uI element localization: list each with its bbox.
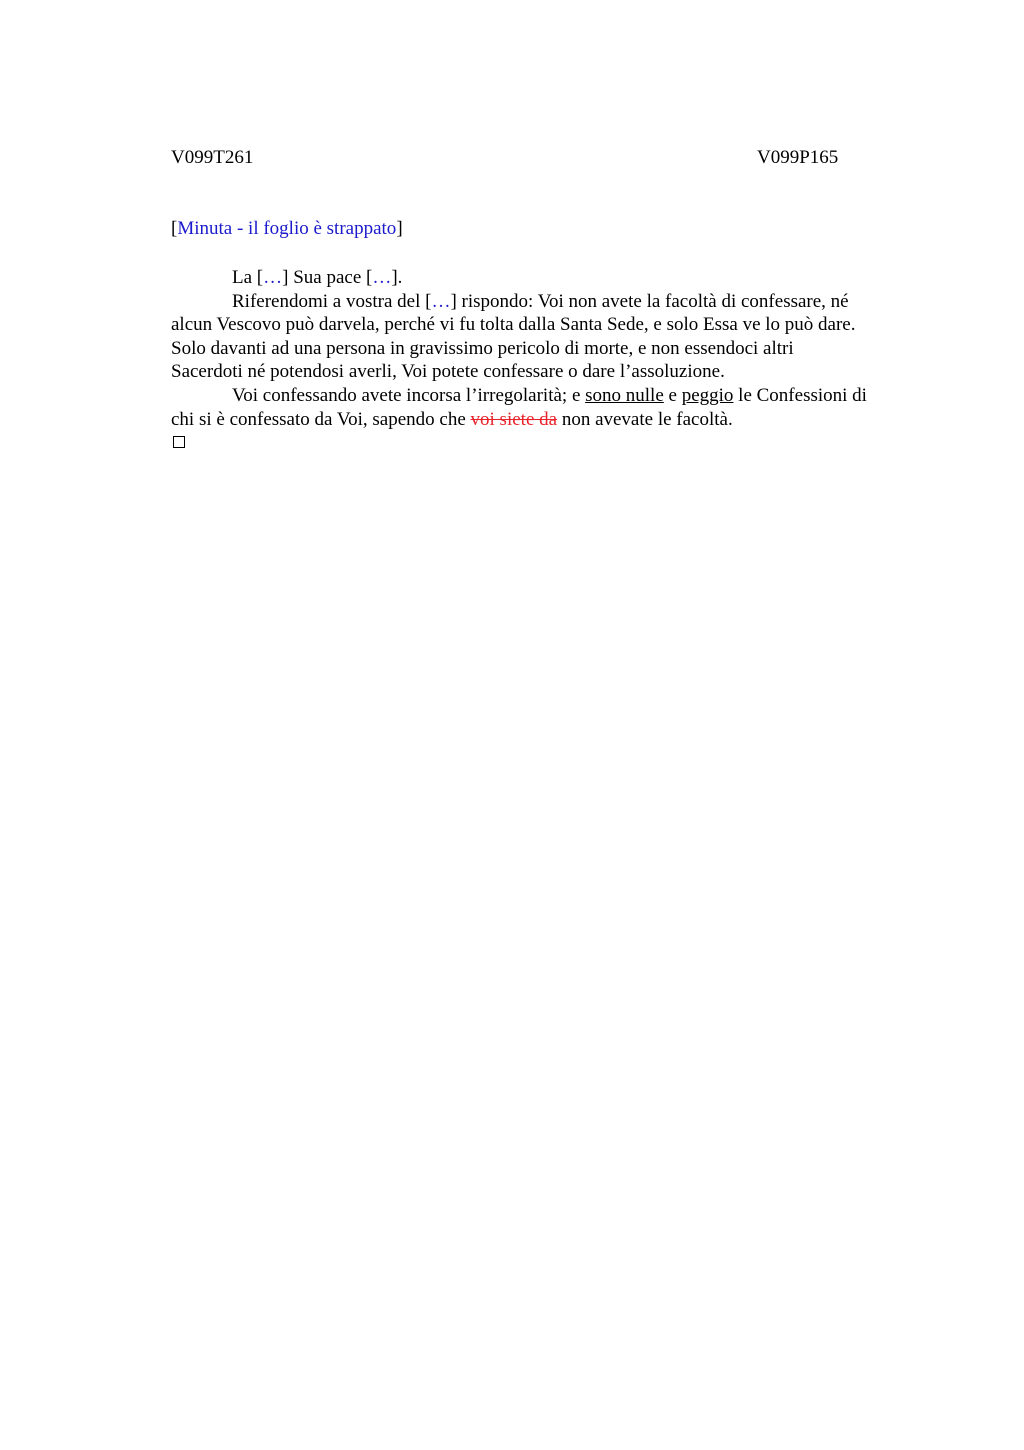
text-segment: ] rispondo: Voi non avete la facoltà di confessare, né bbox=[450, 290, 849, 312]
text-segment: ] Sua pace [ bbox=[282, 267, 373, 288]
note-open-bracket: [ bbox=[171, 218, 178, 239]
text-segment: ]. bbox=[391, 267, 403, 288]
underlined-text: peggio bbox=[681, 384, 734, 406]
body-line-1 bbox=[171, 266, 931, 290]
body-line-6 bbox=[171, 384, 931, 408]
deleted-text: voi siete da bbox=[470, 408, 558, 430]
text-segment: le Confessioni di bbox=[733, 384, 867, 406]
text-segment: Voi confessando avete incorsa l’irregolarità; e bbox=[232, 384, 586, 406]
lacuna-mark: … bbox=[263, 267, 283, 288]
letter-body bbox=[171, 266, 931, 431]
editorial-note bbox=[171, 218, 403, 240]
body-line-2 bbox=[171, 290, 931, 314]
body-line-3: alcun Vescovo può darvela, perché vi fu tolta dalla Santa Sede, e solo Essa ve lo può dare. bbox=[171, 314, 856, 336]
text-segment: non avevate le facoltà. bbox=[557, 408, 733, 430]
lacuna-mark: … bbox=[372, 267, 392, 288]
text-segment: e bbox=[663, 384, 682, 406]
body-line-5: Sacerdoti né potendosi averli, Voi potete confessare o dare l’assoluzione. bbox=[171, 361, 725, 383]
header-left-code: V099T261 bbox=[171, 147, 254, 168]
header-right-code: V099P165 bbox=[757, 147, 839, 168]
empty-square-icon bbox=[173, 436, 185, 448]
note-text: Minuta - il foglio è strappato bbox=[177, 218, 397, 239]
body-line-7 bbox=[171, 408, 931, 432]
underlined-text: sono nulle bbox=[585, 384, 664, 406]
body-line-4: Solo davanti ad una persona in gravissimo pericolo di morte, e non essendoci altri bbox=[171, 337, 794, 359]
text-segment: Riferendomi a vostra del [ bbox=[232, 290, 432, 312]
text-segment: La [ bbox=[232, 267, 264, 288]
text-segment: chi si è confessato da Voi, sapendo che bbox=[171, 408, 471, 430]
note-close-bracket: ] bbox=[396, 218, 403, 239]
lacuna-mark: … bbox=[431, 290, 451, 312]
